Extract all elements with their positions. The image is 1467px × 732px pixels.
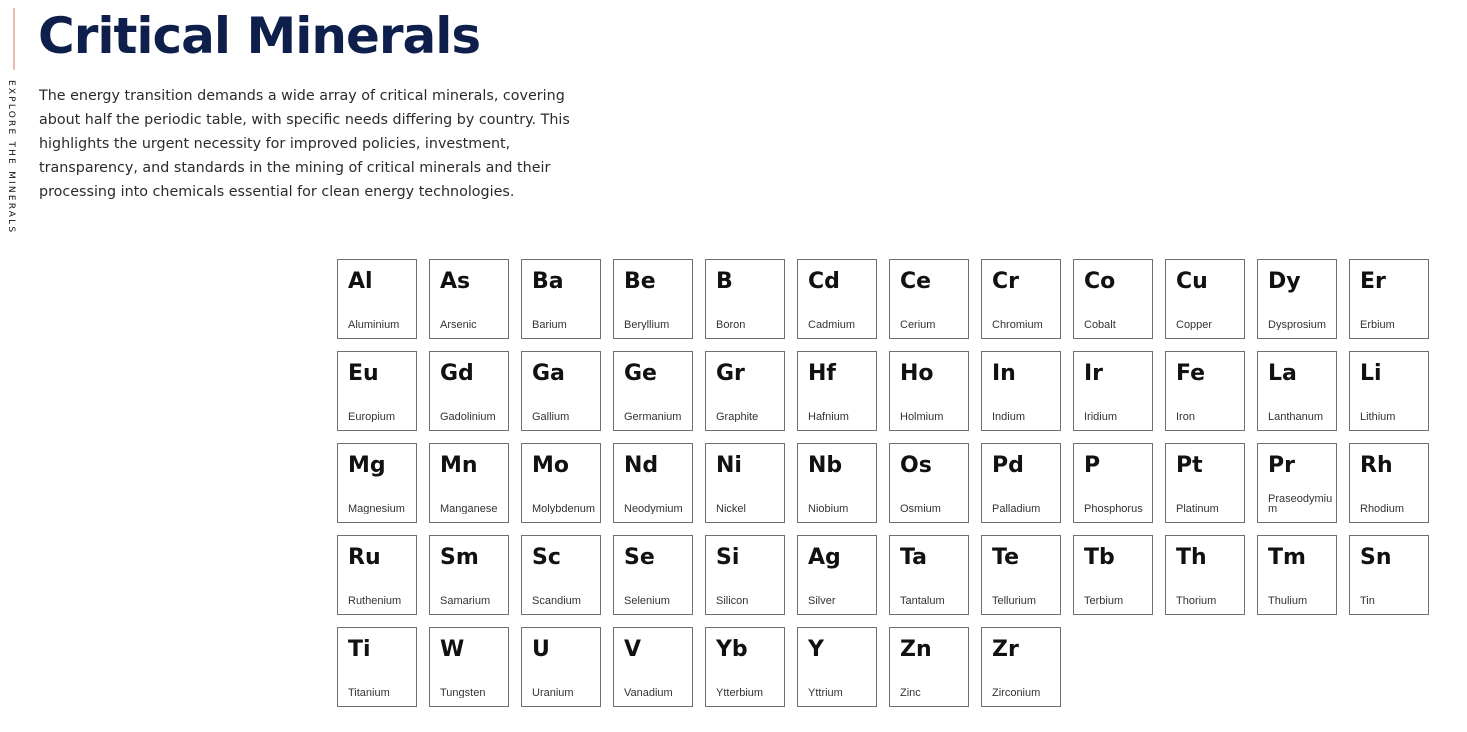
mineral-name: Tellurium <box>992 596 1037 606</box>
mineral-symbol: Tm <box>1268 545 1306 570</box>
mineral-tile-germanium[interactable] <box>613 351 693 431</box>
mineral-tile-cerium[interactable] <box>889 259 969 339</box>
mineral-symbol: Sn <box>1360 545 1392 570</box>
mineral-tile-gadolinium[interactable] <box>429 351 509 431</box>
mineral-tile-rhodium[interactable] <box>1349 443 1429 523</box>
mineral-symbol: Mg <box>348 453 386 478</box>
mineral-name: Thulium <box>1268 596 1308 606</box>
mineral-name: Tantalum <box>900 596 945 606</box>
mineral-tile-chromium[interactable] <box>981 259 1061 339</box>
mineral-tile-cobalt[interactable] <box>1073 259 1153 339</box>
mineral-name: Graphite <box>716 412 759 422</box>
mineral-name: Aluminium <box>348 320 400 330</box>
mineral-tile-selenium[interactable] <box>613 535 693 615</box>
mineral-tile-arsenic[interactable] <box>429 259 509 339</box>
mineral-name: Hafnium <box>808 412 849 422</box>
mineral-name: Tin <box>1360 596 1375 606</box>
mineral-name: Holmium <box>900 412 944 422</box>
mineral-symbol: Ho <box>900 361 934 386</box>
intro-paragraph: The energy transition demands a wide array of critical minerals, covering about half the periodic table, with specific needs differing by country. This highlights the urgent necessity for improved policies, investment, transparency, and standards in the mining of critical minerals and their processing into chemicals essential for clean energy technologies. <box>39 88 570 200</box>
mineral-tile-osmium[interactable] <box>889 443 969 523</box>
mineral-tile-thulium[interactable] <box>1257 535 1337 615</box>
mineral-name: Osmium <box>900 504 941 514</box>
mineral-name: Tungsten <box>440 688 486 698</box>
mineral-name: Molybdenum <box>532 504 595 514</box>
mineral-name: Terbium <box>1084 596 1124 606</box>
mineral-name: Silicon <box>716 596 749 606</box>
mineral-name: Boron <box>716 320 746 330</box>
mineral-name: Uranium <box>532 688 574 698</box>
mineral-tile-ytterbium[interactable] <box>705 627 785 707</box>
mineral-symbol: Er <box>1360 269 1386 294</box>
mineral-name: Ytterbium <box>716 688 764 698</box>
mineral-tile-graphite[interactable] <box>705 351 785 431</box>
mineral-symbol: Ce <box>900 269 932 294</box>
mineral-symbol: Zn <box>900 637 932 662</box>
mineral-tile-palladium[interactable] <box>981 443 1061 523</box>
mineral-tile-beryllium[interactable] <box>613 259 693 339</box>
mineral-symbol: Y <box>808 637 824 662</box>
mineral-symbol: Ti <box>348 637 371 662</box>
mineral-name: Selenium <box>624 596 670 606</box>
mineral-name: Germanium <box>624 412 682 422</box>
mineral-tile-neodymium[interactable] <box>613 443 693 523</box>
mineral-symbol: Gd <box>440 361 474 386</box>
mineral-name: Arsenic <box>440 320 477 330</box>
mineral-tile-boron[interactable] <box>705 259 785 339</box>
mineral-name: Samarium <box>440 596 491 606</box>
mineral-symbol: Ba <box>532 269 564 294</box>
mineral-symbol: Mo <box>532 453 570 478</box>
mineral-symbol: Ag <box>808 545 841 570</box>
mineral-name: Praseodymium <box>1268 494 1333 514</box>
mineral-symbol: Se <box>624 545 655 570</box>
mineral-tile-aluminium[interactable] <box>337 259 417 339</box>
mineral-tile-tungsten[interactable] <box>429 627 509 707</box>
mineral-tile-dysprosium[interactable] <box>1257 259 1337 339</box>
mineral-name: Platinum <box>1176 504 1219 514</box>
mineral-name: Erbium <box>1360 320 1395 330</box>
mineral-tile-tin[interactable] <box>1349 535 1429 615</box>
mineral-tile-nickel[interactable] <box>705 443 785 523</box>
mineral-name: Copper <box>1176 320 1213 330</box>
mineral-tile-molybdenum[interactable] <box>521 443 601 523</box>
mineral-symbol: B <box>716 269 733 294</box>
mineral-tile-erbium[interactable] <box>1349 259 1429 339</box>
mineral-symbol: Ge <box>624 361 657 386</box>
mineral-name: Europium <box>348 412 396 422</box>
mineral-tile-iridium[interactable] <box>1073 351 1153 431</box>
mineral-name: Gadolinium <box>440 412 496 422</box>
mineral-name: Titanium <box>348 688 390 698</box>
mineral-symbol: Mn <box>440 453 478 478</box>
mineral-name: Vanadium <box>624 688 673 698</box>
mineral-name: Nickel <box>716 504 746 514</box>
mineral-tile-tantalum[interactable] <box>889 535 969 615</box>
mineral-tile-holmium[interactable] <box>889 351 969 431</box>
mineral-symbol: As <box>440 269 471 294</box>
accent-rule <box>13 8 15 70</box>
explore-minerals-label: EXPLORE THE MINERALS <box>6 80 16 235</box>
mineral-name: Lithium <box>1360 412 1396 422</box>
mineral-name: Neodymium <box>624 504 683 514</box>
mineral-tile-thorium[interactable] <box>1165 535 1245 615</box>
mineral-name: Dysprosium <box>1268 320 1327 330</box>
mineral-name: Magnesium <box>348 504 405 514</box>
mineral-name: Manganese <box>440 504 498 514</box>
mineral-symbol: Ni <box>716 453 742 478</box>
mineral-name: Iron <box>1176 412 1195 422</box>
mineral-symbol: Te <box>992 545 1020 570</box>
mineral-symbol: Ga <box>532 361 565 386</box>
mineral-symbol: Be <box>624 269 656 294</box>
mineral-name: Beryllium <box>624 320 670 330</box>
mineral-tile-gallium[interactable] <box>521 351 601 431</box>
mineral-symbol: Yb <box>716 637 748 662</box>
mineral-symbol: Ta <box>900 545 928 570</box>
mineral-symbol: Dy <box>1268 269 1301 294</box>
mineral-tile-cadmium[interactable] <box>797 259 877 339</box>
mineral-name: Zinc <box>900 688 921 698</box>
mineral-name: Barium <box>532 320 567 330</box>
mineral-symbol: Hf <box>808 361 836 386</box>
mineral-name: Cadmium <box>808 320 856 330</box>
mineral-symbol: Pd <box>992 453 1024 478</box>
mineral-symbol: Fe <box>1176 361 1206 386</box>
mineral-tile-praseodymium[interactable] <box>1257 443 1337 523</box>
mineral-symbol: Cd <box>808 269 840 294</box>
mineral-tile-zirconium[interactable] <box>981 627 1061 707</box>
mineral-symbol: Cr <box>992 269 1019 294</box>
mineral-tile-silver[interactable] <box>797 535 877 615</box>
mineral-tile-silicon[interactable] <box>705 535 785 615</box>
mineral-symbol: V <box>624 637 642 662</box>
mineral-symbol: Pt <box>1176 453 1203 478</box>
mineral-symbol: Sc <box>532 545 561 570</box>
mineral-symbol: Gr <box>716 361 745 386</box>
mineral-tile-phosphorus[interactable] <box>1073 443 1153 523</box>
mineral-tile-lithium[interactable] <box>1349 351 1429 431</box>
mineral-tile-uranium[interactable] <box>521 627 601 707</box>
mineral-tile-hafnium[interactable] <box>797 351 877 431</box>
mineral-tile-yttrium[interactable] <box>797 627 877 707</box>
mineral-symbol: Nd <box>624 453 659 478</box>
mineral-symbol: Th <box>1176 545 1207 570</box>
mineral-tile-copper[interactable] <box>1165 259 1245 339</box>
mineral-name: Iridium <box>1084 412 1118 422</box>
mineral-symbol: Tb <box>1084 545 1115 570</box>
mineral-name: Gallium <box>532 412 570 422</box>
mineral-symbol: Al <box>348 269 373 294</box>
mineral-tile-europium[interactable] <box>337 351 417 431</box>
mineral-symbol: Ru <box>348 545 381 570</box>
mineral-name: Cobalt <box>1084 320 1116 330</box>
mineral-tile-platinum[interactable] <box>1165 443 1245 523</box>
mineral-symbol: Nb <box>808 453 843 478</box>
mineral-symbol: Li <box>1360 361 1382 386</box>
mineral-tile-lanthanum[interactable] <box>1257 351 1337 431</box>
mineral-name: Palladium <box>992 504 1041 514</box>
mineral-name: Thorium <box>1176 596 1217 606</box>
mineral-name: Silver <box>808 596 836 606</box>
mineral-symbol: P <box>1084 453 1101 478</box>
mineral-tile-vanadium[interactable] <box>613 627 693 707</box>
mineral-tile-magnesium[interactable] <box>337 443 417 523</box>
mineral-symbol: Pr <box>1268 453 1295 478</box>
mineral-name: Ruthenium <box>348 596 402 606</box>
mineral-tile-ruthenium[interactable] <box>337 535 417 615</box>
mineral-tile-tellurium[interactable] <box>981 535 1061 615</box>
mineral-tile-zinc[interactable] <box>889 627 969 707</box>
mineral-symbol: Eu <box>348 361 379 386</box>
mineral-tile-manganese[interactable] <box>429 443 509 523</box>
mineral-tile-terbium[interactable] <box>1073 535 1153 615</box>
mineral-tile-iron[interactable] <box>1165 351 1245 431</box>
mineral-symbol: Cu <box>1176 269 1208 294</box>
mineral-symbol: Sm <box>440 545 479 570</box>
mineral-symbol: Si <box>716 545 740 570</box>
mineral-tile-samarium[interactable] <box>429 535 509 615</box>
mineral-tile-titanium[interactable] <box>337 627 417 707</box>
mineral-tile-indium[interactable] <box>981 351 1061 431</box>
mineral-symbol: La <box>1268 361 1297 386</box>
mineral-name: Cerium <box>900 320 936 330</box>
mineral-name: Niobium <box>808 504 849 514</box>
mineral-name: Lanthanum <box>1268 412 1324 422</box>
mineral-tile-niobium[interactable] <box>797 443 877 523</box>
mineral-name: Scandium <box>532 596 581 606</box>
mineral-name: Rhodium <box>1360 504 1405 514</box>
mineral-symbol: Ir <box>1084 361 1104 386</box>
mineral-name: Zirconium <box>992 688 1041 698</box>
mineral-symbol: W <box>440 637 465 662</box>
mineral-name: Phosphorus <box>1084 504 1143 514</box>
mineral-symbol: U <box>532 637 550 662</box>
mineral-symbol: Rh <box>1360 453 1393 478</box>
mineral-tile-scandium[interactable] <box>521 535 601 615</box>
mineral-symbol: In <box>992 361 1016 386</box>
mineral-name: Chromium <box>992 320 1043 330</box>
mineral-symbol: Os <box>900 453 932 478</box>
mineral-name: Indium <box>992 412 1026 422</box>
mineral-tile-barium[interactable] <box>521 259 601 339</box>
page-title: Critical Minerals <box>38 7 481 65</box>
mineral-symbol: Co <box>1084 269 1116 294</box>
minerals-grid <box>337 259 1429 707</box>
mineral-symbol: Zr <box>992 637 1019 662</box>
mineral-name: Yttrium <box>808 688 843 698</box>
